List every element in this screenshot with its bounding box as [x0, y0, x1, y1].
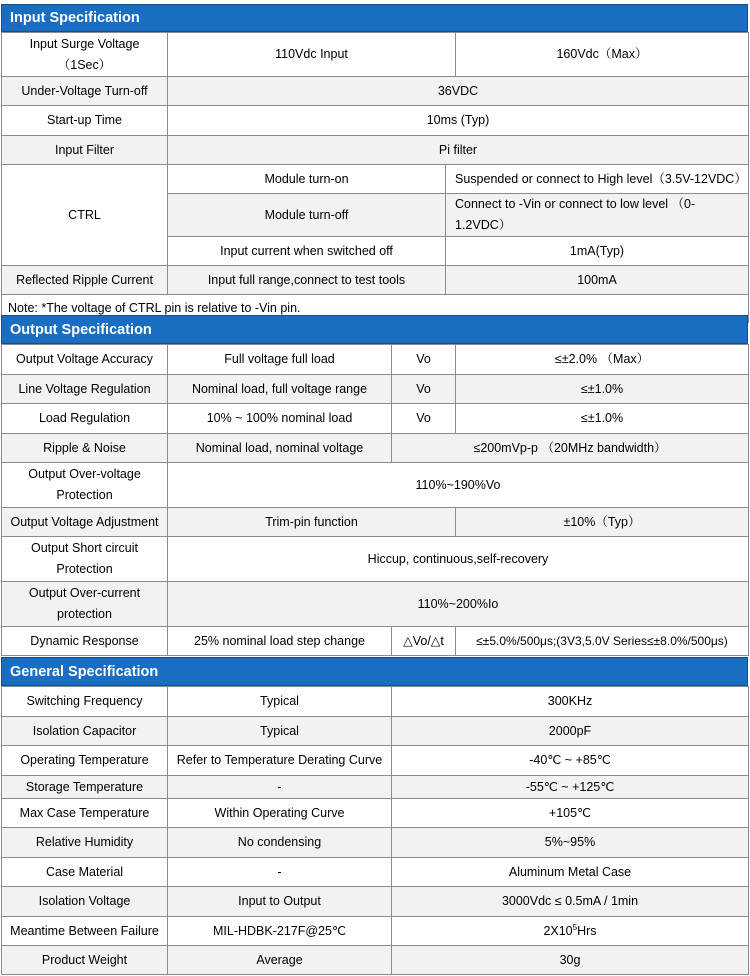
ocp-label-line2: protection — [57, 607, 112, 621]
adjust-label: Output Voltage Adjustment — [2, 508, 168, 537]
surge-110-value: 110Vdc Input — [168, 33, 456, 77]
ripple-label: Reflected Ripple Current — [2, 266, 168, 295]
table-row — [2, 946, 749, 975]
input-spec-header — [1, 4, 748, 32]
adjust-condition: Trim-pin function — [168, 508, 456, 537]
op-temp-value: -40℃ ~ +85℃ — [392, 746, 749, 776]
ripple-noise-value: ≤200mVp-p （20MHz bandwidth） — [392, 434, 749, 463]
iso-volt-condition: Input to Output — [168, 887, 392, 917]
line-reg-condition: Nominal load, full voltage range — [168, 375, 392, 404]
table-row — [2, 404, 749, 434]
st-temp-value: -55℃ ~ +125℃ — [392, 776, 749, 799]
ovp-label — [2, 463, 168, 508]
material-value: Aluminum Metal Case — [392, 858, 749, 887]
iso-cap-condition: Typical — [168, 717, 392, 746]
accuracy-label: Output Voltage Accuracy — [2, 345, 168, 375]
table-row — [2, 776, 749, 799]
ctrl-on-label: Module turn-on — [168, 165, 446, 194]
scp-value: Hiccup, continuous,self-recovery — [168, 537, 749, 582]
table-row — [2, 799, 749, 828]
ripple-condition: Input full range,connect to test tools — [168, 266, 446, 295]
load-reg-symbol: Vo — [392, 404, 456, 434]
freq-condition: Typical — [168, 687, 392, 717]
table-row — [2, 434, 749, 463]
table-row — [2, 917, 749, 946]
table-row — [2, 345, 749, 375]
startup-value: 10ms (Typ) — [168, 106, 749, 136]
filter-value: Pi filter — [168, 136, 749, 165]
scp-label — [2, 537, 168, 582]
table-row — [2, 508, 749, 537]
freq-label: Switching Frequency — [2, 687, 168, 717]
humidity-label: Relative Humidity — [2, 828, 168, 858]
table-row — [2, 375, 749, 404]
mtbf-label: Meantime Between Failure — [2, 917, 168, 946]
case-temp-label: Max Case Temperature — [2, 799, 168, 828]
ctrl-current-value: 1mA(Typ) — [446, 237, 749, 266]
general-spec-table — [1, 686, 749, 975]
table-row — [2, 106, 749, 136]
ripple-noise-label: Ripple & Noise — [2, 434, 168, 463]
ripple-value: 100mA — [446, 266, 749, 295]
startup-label: Start-up Time — [2, 106, 168, 136]
ctrl-off-value: Connect to -Vin or connect to low level （0-1.2VDC） — [446, 194, 749, 237]
table-row — [2, 165, 749, 194]
ovp-label-line2: Protection — [56, 488, 113, 502]
output-spec-title: Output Specification — [10, 321, 152, 338]
table-row — [2, 746, 749, 776]
line-reg-symbol: Vo — [392, 375, 456, 404]
surge-160-value: 160Vdc（Max） — [456, 33, 749, 77]
mtbf-value — [392, 917, 749, 946]
accuracy-value: ≤±2.0% （Max） — [456, 345, 749, 375]
mtbf-value-base: 2X10 — [543, 923, 573, 938]
table-row — [2, 828, 749, 858]
humidity-value: 5%~95% — [392, 828, 749, 858]
load-reg-condition: 10% ~ 100% nominal load — [168, 404, 392, 434]
line-reg-label: Line Voltage Regulation — [2, 375, 168, 404]
table-row — [2, 687, 749, 717]
ripple-noise-condition: Nominal load, nominal voltage — [168, 434, 392, 463]
st-temp-label: Storage Temperature — [2, 776, 168, 799]
ocp-label-line1: Output Over-current — [28, 586, 141, 600]
ovp-value: 110%~190%Vo — [168, 463, 749, 508]
case-temp-value: +105℃ — [392, 799, 749, 828]
filter-label: Input Filter — [2, 136, 168, 165]
input-spec-table — [1, 32, 749, 323]
line-reg-value: ≤±1.0% — [456, 375, 749, 404]
ctrl-on-value: Suspended or connect to High level（3.5V-12VDC） — [446, 165, 749, 194]
ovp-label-line1: Output Over-voltage — [28, 467, 141, 481]
accuracy-condition: Full voltage full load — [168, 345, 392, 375]
adjust-value: ±10%（Typ） — [456, 508, 749, 537]
table-row — [2, 582, 749, 627]
dynamic-label: Dynamic Response — [2, 627, 168, 656]
table-row — [2, 33, 749, 77]
table-row — [2, 463, 749, 508]
load-reg-label: Load Regulation — [2, 404, 168, 434]
dynamic-condition: 25% nominal load step change — [168, 627, 392, 656]
weight-condition: Average — [168, 946, 392, 975]
input-spec-title: Input Specification — [10, 10, 140, 26]
uvlo-label: Under-Voltage Turn-off — [2, 77, 168, 106]
ocp-value: 110%~200%Io — [168, 582, 749, 627]
uvlo-value: 36VDC — [168, 77, 749, 106]
ctrl-current-label: Input current when switched off — [168, 237, 446, 266]
iso-cap-label: Isolation Capacitor — [2, 717, 168, 746]
humidity-condition: No condensing — [168, 828, 392, 858]
table-row — [2, 627, 749, 656]
accuracy-symbol: Vo — [392, 345, 456, 375]
dynamic-value: ≤±5.0%/500μs;(3V3,5.0V Series≤±8.0%/500μs) — [456, 627, 749, 656]
ctrl-note: Note: *The voltage of CTRL pin is relative to -Vin pin. — [2, 295, 749, 323]
ocp-label — [2, 582, 168, 627]
table-row — [2, 537, 749, 582]
iso-volt-label: Isolation Voltage — [2, 887, 168, 917]
ctrl-label: CTRL — [2, 165, 168, 266]
st-temp-condition: - — [168, 776, 392, 799]
case-temp-condition: Within Operating Curve — [168, 799, 392, 828]
scp-label-line2: Protection — [56, 562, 113, 576]
op-temp-condition: Refer to Temperature Derating Curve — [168, 746, 392, 776]
ctrl-off-label: Module turn-off — [168, 194, 446, 237]
table-row — [2, 266, 749, 295]
mtbf-condition: MIL-HDBK-217F@25℃ — [168, 917, 392, 946]
surge-label-line1: Input Surge Voltage — [29, 36, 140, 51]
output-spec-header — [1, 315, 748, 344]
iso-volt-value: 3000Vdc ≤ 0.5mA / 1min — [392, 887, 749, 917]
scp-label-line1: Output Short circuit — [31, 541, 138, 555]
dynamic-symbol: △Vo/△t — [392, 627, 456, 656]
table-row — [2, 887, 749, 917]
mtbf-value-unit: Hrs — [577, 923, 597, 938]
material-label: Case Material — [2, 858, 168, 887]
weight-value: 30g — [392, 946, 749, 975]
table-row — [2, 717, 749, 746]
output-spec-table — [1, 344, 749, 656]
freq-value: 300KHz — [392, 687, 749, 717]
general-spec-header — [1, 657, 748, 686]
surge-label-line2: （1Sec） — [57, 57, 112, 72]
mtbf-value-exponent: 5 — [572, 922, 578, 932]
op-temp-label: Operating Temperature — [2, 746, 168, 776]
table-row — [2, 136, 749, 165]
load-reg-value: ≤±1.0% — [456, 404, 749, 434]
row-label — [2, 33, 168, 77]
table-row — [2, 858, 749, 887]
iso-cap-value: 2000pF — [392, 717, 749, 746]
material-condition: - — [168, 858, 392, 887]
weight-label: Product Weight — [2, 946, 168, 975]
table-row — [2, 77, 749, 106]
general-spec-title: General Specification — [10, 663, 159, 680]
